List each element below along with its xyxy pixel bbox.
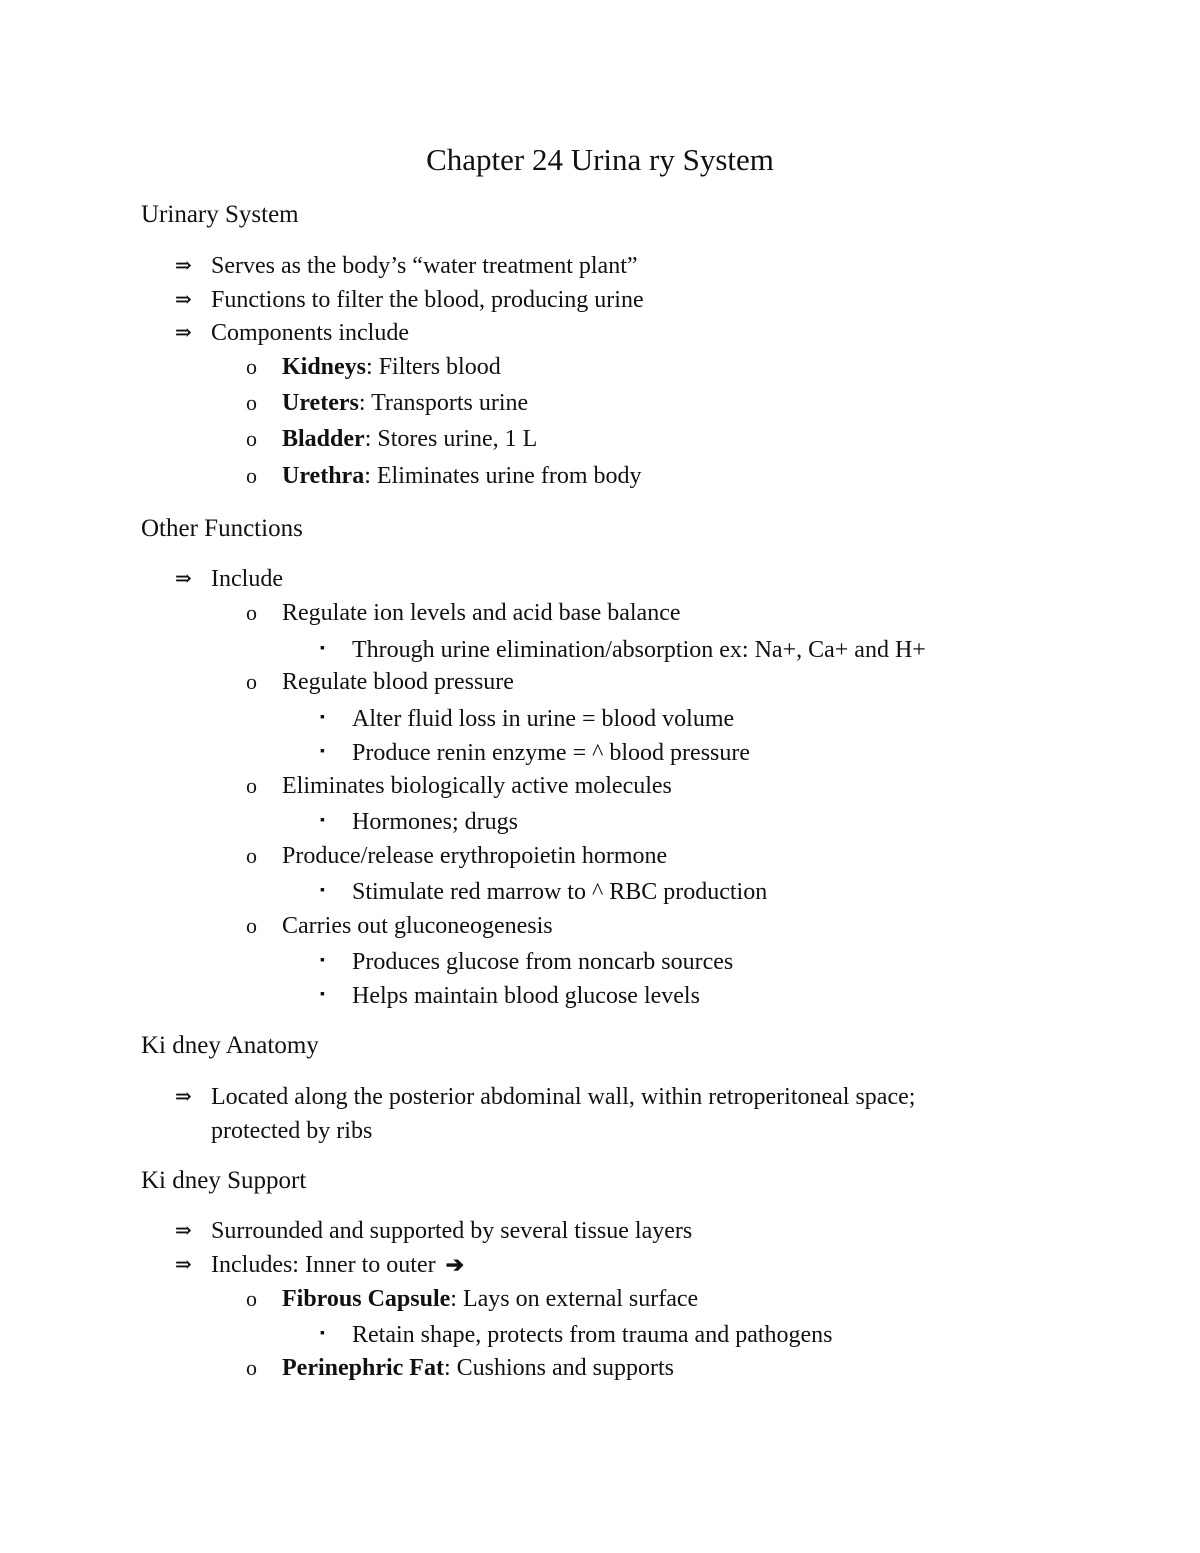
list-item-text: Produces glucose from noncarb sources: [352, 949, 734, 975]
section-heading-urinary-system: Urinary System: [141, 201, 299, 228]
list-item-text: Includes: Inner to outer: [211, 1252, 436, 1278]
list-item: [320, 704, 735, 734]
arrow-bullet-icon: ⇒: [175, 1086, 192, 1108]
list-item-text: protected by ribs: [211, 1118, 373, 1144]
list-item-text: Regulate blood pressure: [282, 669, 514, 695]
list-item: [175, 1216, 693, 1246]
list-item: [320, 807, 518, 837]
list-item: [175, 318, 409, 348]
list-item: [175, 1082, 916, 1112]
list-item-text: Functions to filter the blood, producing urine: [211, 287, 644, 313]
term-ureters: Ureters: [282, 390, 359, 416]
list-item-text: Through urine elimination/absorption ex: Na+, Ca+ and H+: [352, 637, 926, 663]
arrow-bullet-icon: ⇒: [175, 1254, 192, 1276]
list-item-text: Include: [211, 566, 283, 592]
term-definition: : Cushions and supports: [443, 1355, 674, 1381]
list-item-text: Serves as the body’s “water treatment plant”: [211, 253, 638, 279]
circle-bullet-icon: o: [246, 390, 257, 415]
arrow-bullet-icon: ⇒: [175, 289, 192, 311]
list-item: [320, 1320, 833, 1350]
circle-bullet-icon: o: [246, 426, 257, 451]
list-item: [246, 388, 529, 418]
circle-bullet-icon: o: [246, 600, 257, 625]
list-item: [246, 352, 501, 382]
right-arrow-icon: ➔: [445, 1252, 465, 1277]
circle-bullet-icon: o: [246, 843, 257, 868]
list-item-text: Helps maintain blood glucose levels: [352, 983, 700, 1009]
circle-bullet-icon: o: [246, 354, 257, 379]
square-bullet-icon: ▪: [320, 953, 325, 968]
list-item-text: Located along the posterior abdominal wall, within retroperitoneal space;: [211, 1084, 916, 1110]
term-kidneys: Kidneys: [282, 354, 367, 380]
arrow-bullet-icon: ⇒: [175, 255, 192, 277]
arrow-bullet-icon: ⇒: [175, 568, 192, 590]
circle-bullet-icon: o: [246, 1355, 257, 1380]
square-bullet-icon: ▪: [320, 710, 325, 725]
list-item-text: Hormones; drugs: [352, 809, 518, 835]
term-definition: : Lays on external surface: [450, 1286, 699, 1312]
list-item: [320, 635, 926, 665]
list-item-text: Stimulate red marrow to ^ RBC production: [352, 879, 768, 905]
list-item: [175, 251, 638, 281]
list-item-continuation: [211, 1116, 372, 1146]
circle-bullet-icon: o: [246, 463, 257, 488]
list-item: [246, 667, 514, 697]
list-item-text: Surrounded and supported by several tissue layers: [211, 1218, 693, 1244]
term-definition: : Eliminates urine from body: [364, 463, 642, 489]
term-fibrous-capsule: Fibrous Capsule: [282, 1286, 451, 1312]
list-item-text: Produce/release erythropoietin hormone: [282, 843, 668, 869]
list-item-text: Retain shape, protects from trauma and pathogens: [352, 1322, 833, 1348]
list-item: [175, 285, 644, 315]
list-item: [246, 424, 538, 454]
list-item: [320, 981, 700, 1011]
section-heading-kidney-support: Ki dney Support: [141, 1167, 307, 1194]
list-item: [246, 911, 553, 941]
list-item-text: Produce renin enzyme = ^ blood pressure: [352, 740, 751, 766]
term-definition: : Stores urine, 1 L: [364, 426, 538, 452]
section-heading-kidney-anatomy: Ki dney Anatomy: [141, 1032, 319, 1059]
list-item-text: Eliminates biologically active molecules: [282, 773, 672, 799]
list-item: [246, 461, 642, 491]
list-item: [246, 771, 672, 801]
circle-bullet-icon: o: [246, 773, 257, 798]
list-item-text: Components include: [211, 320, 409, 346]
term-urethra: Urethra: [282, 463, 365, 489]
list-item: [246, 841, 668, 871]
circle-bullet-icon: o: [246, 913, 257, 938]
list-item-text: Carries out gluconeogenesis: [282, 913, 553, 939]
arrow-bullet-icon: ⇒: [175, 322, 192, 344]
square-bullet-icon: ▪: [320, 987, 325, 1002]
page-title: Chapter 24 Urina ry System: [426, 142, 774, 177]
list-item: [320, 877, 768, 907]
list-item-text: Alter fluid loss in urine = blood volume: [352, 706, 735, 732]
list-item: [246, 1353, 674, 1383]
list-item: [246, 598, 681, 628]
list-item-text: Regulate ion levels and acid base balance: [282, 600, 681, 626]
list-item: [175, 564, 283, 594]
square-bullet-icon: ▪: [320, 883, 325, 898]
square-bullet-icon: ▪: [320, 813, 325, 828]
list-item: [320, 947, 734, 977]
term-definition: : Filters blood: [366, 354, 501, 380]
square-bullet-icon: ▪: [320, 1326, 325, 1341]
term-bladder: Bladder: [282, 426, 365, 452]
term-perinephric-fat: Perinephric Fat: [282, 1355, 444, 1381]
list-item: [320, 738, 751, 768]
circle-bullet-icon: o: [246, 1286, 257, 1311]
square-bullet-icon: ▪: [320, 744, 325, 759]
list-item: [175, 1250, 465, 1280]
arrow-bullet-icon: ⇒: [175, 1220, 192, 1242]
list-item: [246, 1284, 699, 1314]
section-heading-other-functions: Other Functions: [141, 515, 303, 542]
term-definition: : Transports urine: [358, 390, 529, 416]
circle-bullet-icon: o: [246, 669, 257, 694]
square-bullet-icon: ▪: [320, 641, 325, 656]
